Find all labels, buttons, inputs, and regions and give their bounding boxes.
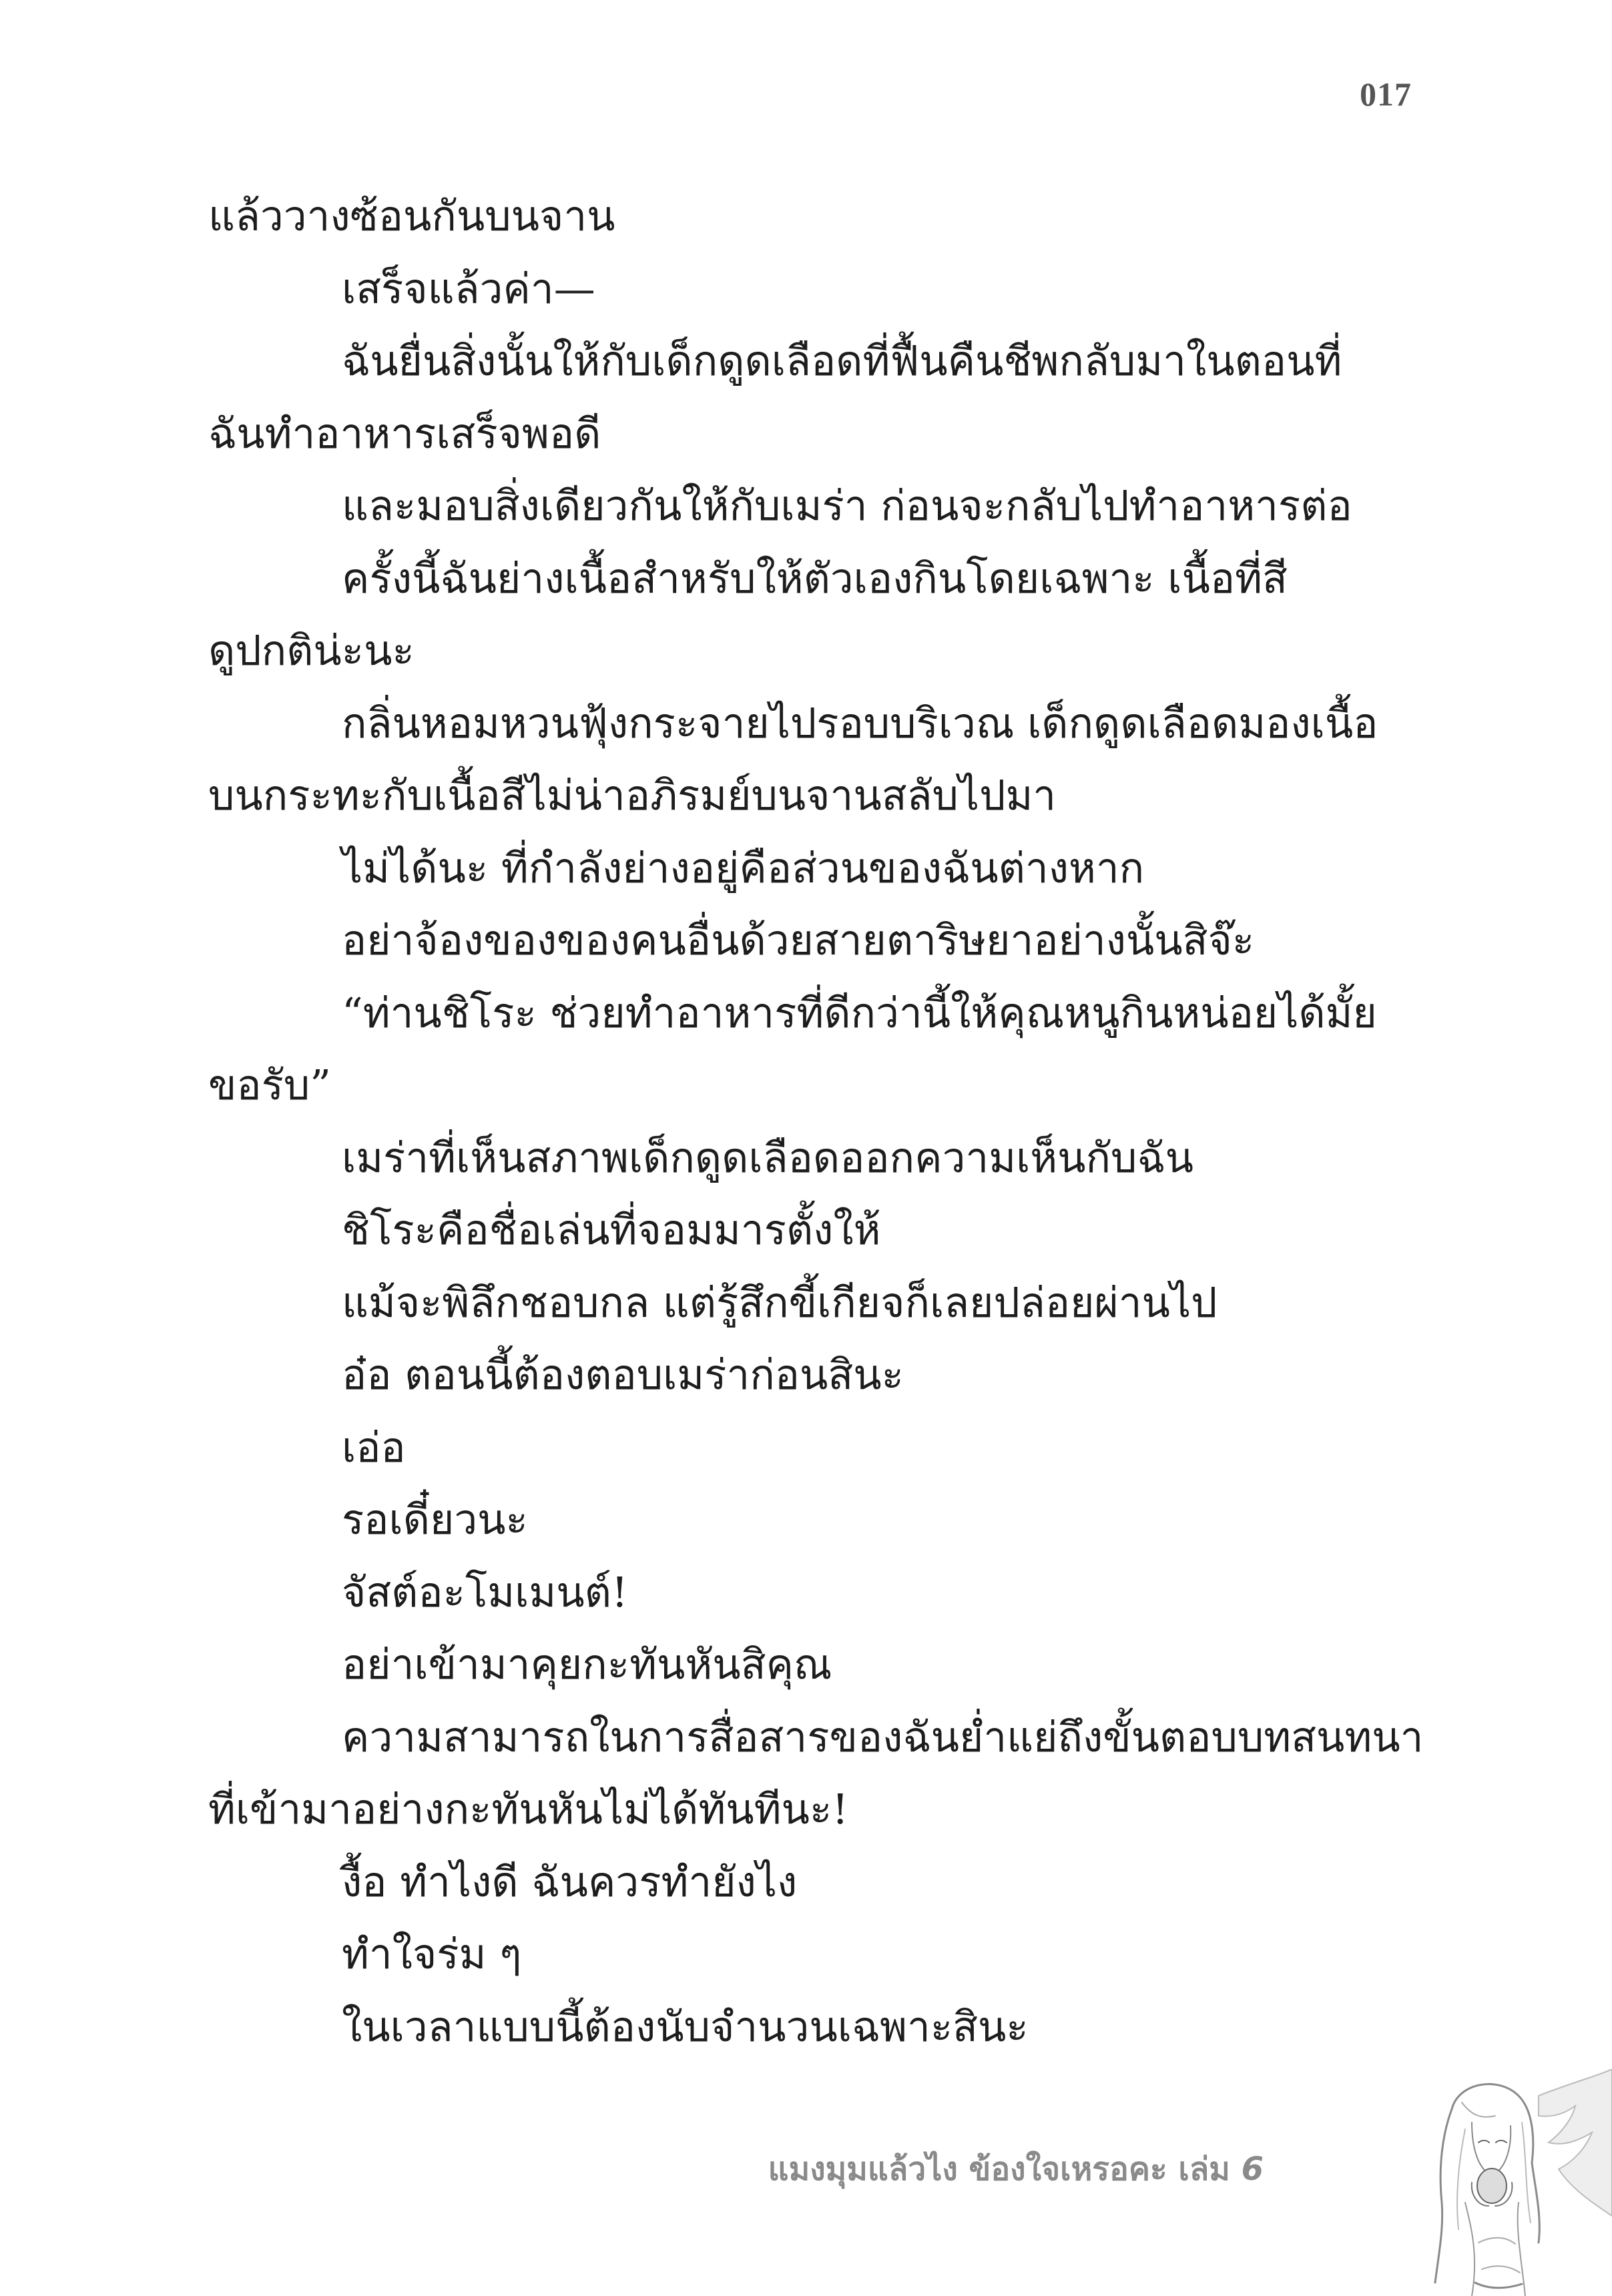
paragraph-line: แล้ววางซ้อนกันบนจาน [208, 192, 615, 240]
paragraph-line: ทำใจร่ม ๆ [342, 1930, 522, 1978]
paragraph-line: ชิโระคือชื่อเล่นที่จอมมารตั้งให้ [342, 1205, 881, 1254]
paragraph-line: และมอบสิ่งเดียวกันให้กับเมร่า ก่อนจะกลับไปทำอาหารต่อ [342, 481, 1352, 530]
paragraph-line: ในเวลาแบบนี้ต้องนับจำนวนเฉพาะสินะ [342, 2002, 1029, 2051]
paragraph-line: บนกระทะกับเนื้อสีไม่น่าอภิรมย์บนจานสลับไปมา [208, 771, 1057, 820]
paragraph-line: ความสามารถในการสื่อสารของฉันย่ำแย่ถึงขั้นตอบบทสนทนา [342, 1712, 1424, 1761]
paragraph-line: อ๋อ ตอนนี้ต้องตอบเมร่าก่อนสินะ [342, 1350, 904, 1399]
paragraph-line: ขอรับ” [208, 1061, 331, 1109]
paragraph-line: อย่าเข้ามาคุยกะทันหันสิคุณ [342, 1640, 832, 1689]
paragraph-line: ฉันยื่นสิ่งนั้นให้กับเด็กดูดเลือดที่ฟื้นคืนชีพกลับมาในตอนที่ [342, 336, 1342, 385]
volume-number: 6 [1241, 2150, 1264, 2188]
paragraph-line: รอเดี๋ยวนะ [342, 1495, 528, 1544]
paragraph-line: งื้อ ทำไงดี ฉันควรทำยังไง [342, 1857, 798, 1906]
paragraph-line: “ท่านชิโระ ช่วยทำอาหารที่ดีกว่านี้ให้คุณหนูกินหน่อยได้มั้ย [342, 988, 1377, 1037]
running-footer [768, 2144, 1264, 2195]
paragraph-line: ดูปกติน่ะนะ [208, 626, 415, 675]
paragraph-line: จัสต์อะโมเมนต์! [342, 1567, 628, 1617]
body-text [208, 180, 1424, 2063]
paragraph-line: ครั้งนี้ฉันย่างเนื้อสำหรับให้ตัวเองกินโดยเฉพาะ เนื้อที่สี [342, 553, 1288, 603]
page-number: 017 [1360, 75, 1412, 113]
paragraph-line: เอ่อ [342, 1422, 406, 1472]
paragraph-line: ไม่ได้นะ ที่กำลังย่างอยู่คือส่วนของฉันต่างหาก [342, 843, 1145, 892]
paragraph-line: กลิ่นหอมหวนฟุ้งกระจายไปรอบบริเวณ เด็กดูดเลือดมองเนื้อ [342, 698, 1378, 748]
book-title: แมงมุมแล้วไง ข้องใจเหรอคะ เล่ม [768, 2150, 1230, 2188]
paragraph-line: ที่เข้ามาอย่างกะทันหันไม่ได้ทันทีนะ! [208, 1785, 849, 1833]
paragraph-line: แม้จะพิลึกชอบกล แต่รู้สึกขี้เกียจก็เลยปล่อยผ่านไป [342, 1277, 1218, 1327]
paragraph-line: อย่าจ้องของของคนอื่นด้วยสายตาริษยาอย่างนั้นสิจ๊ะ [342, 916, 1255, 964]
paragraph-line: เสร็จแล้วค่า— [342, 264, 595, 313]
paragraph-line: ฉันทำอาหารเสร็จพอดี [208, 408, 601, 458]
paragraph-line: เมร่าที่เห็นสภาพเด็กดูดเลือดออกความเห็นกับฉัน [342, 1133, 1194, 1182]
character-illustration [1372, 2069, 1612, 2296]
